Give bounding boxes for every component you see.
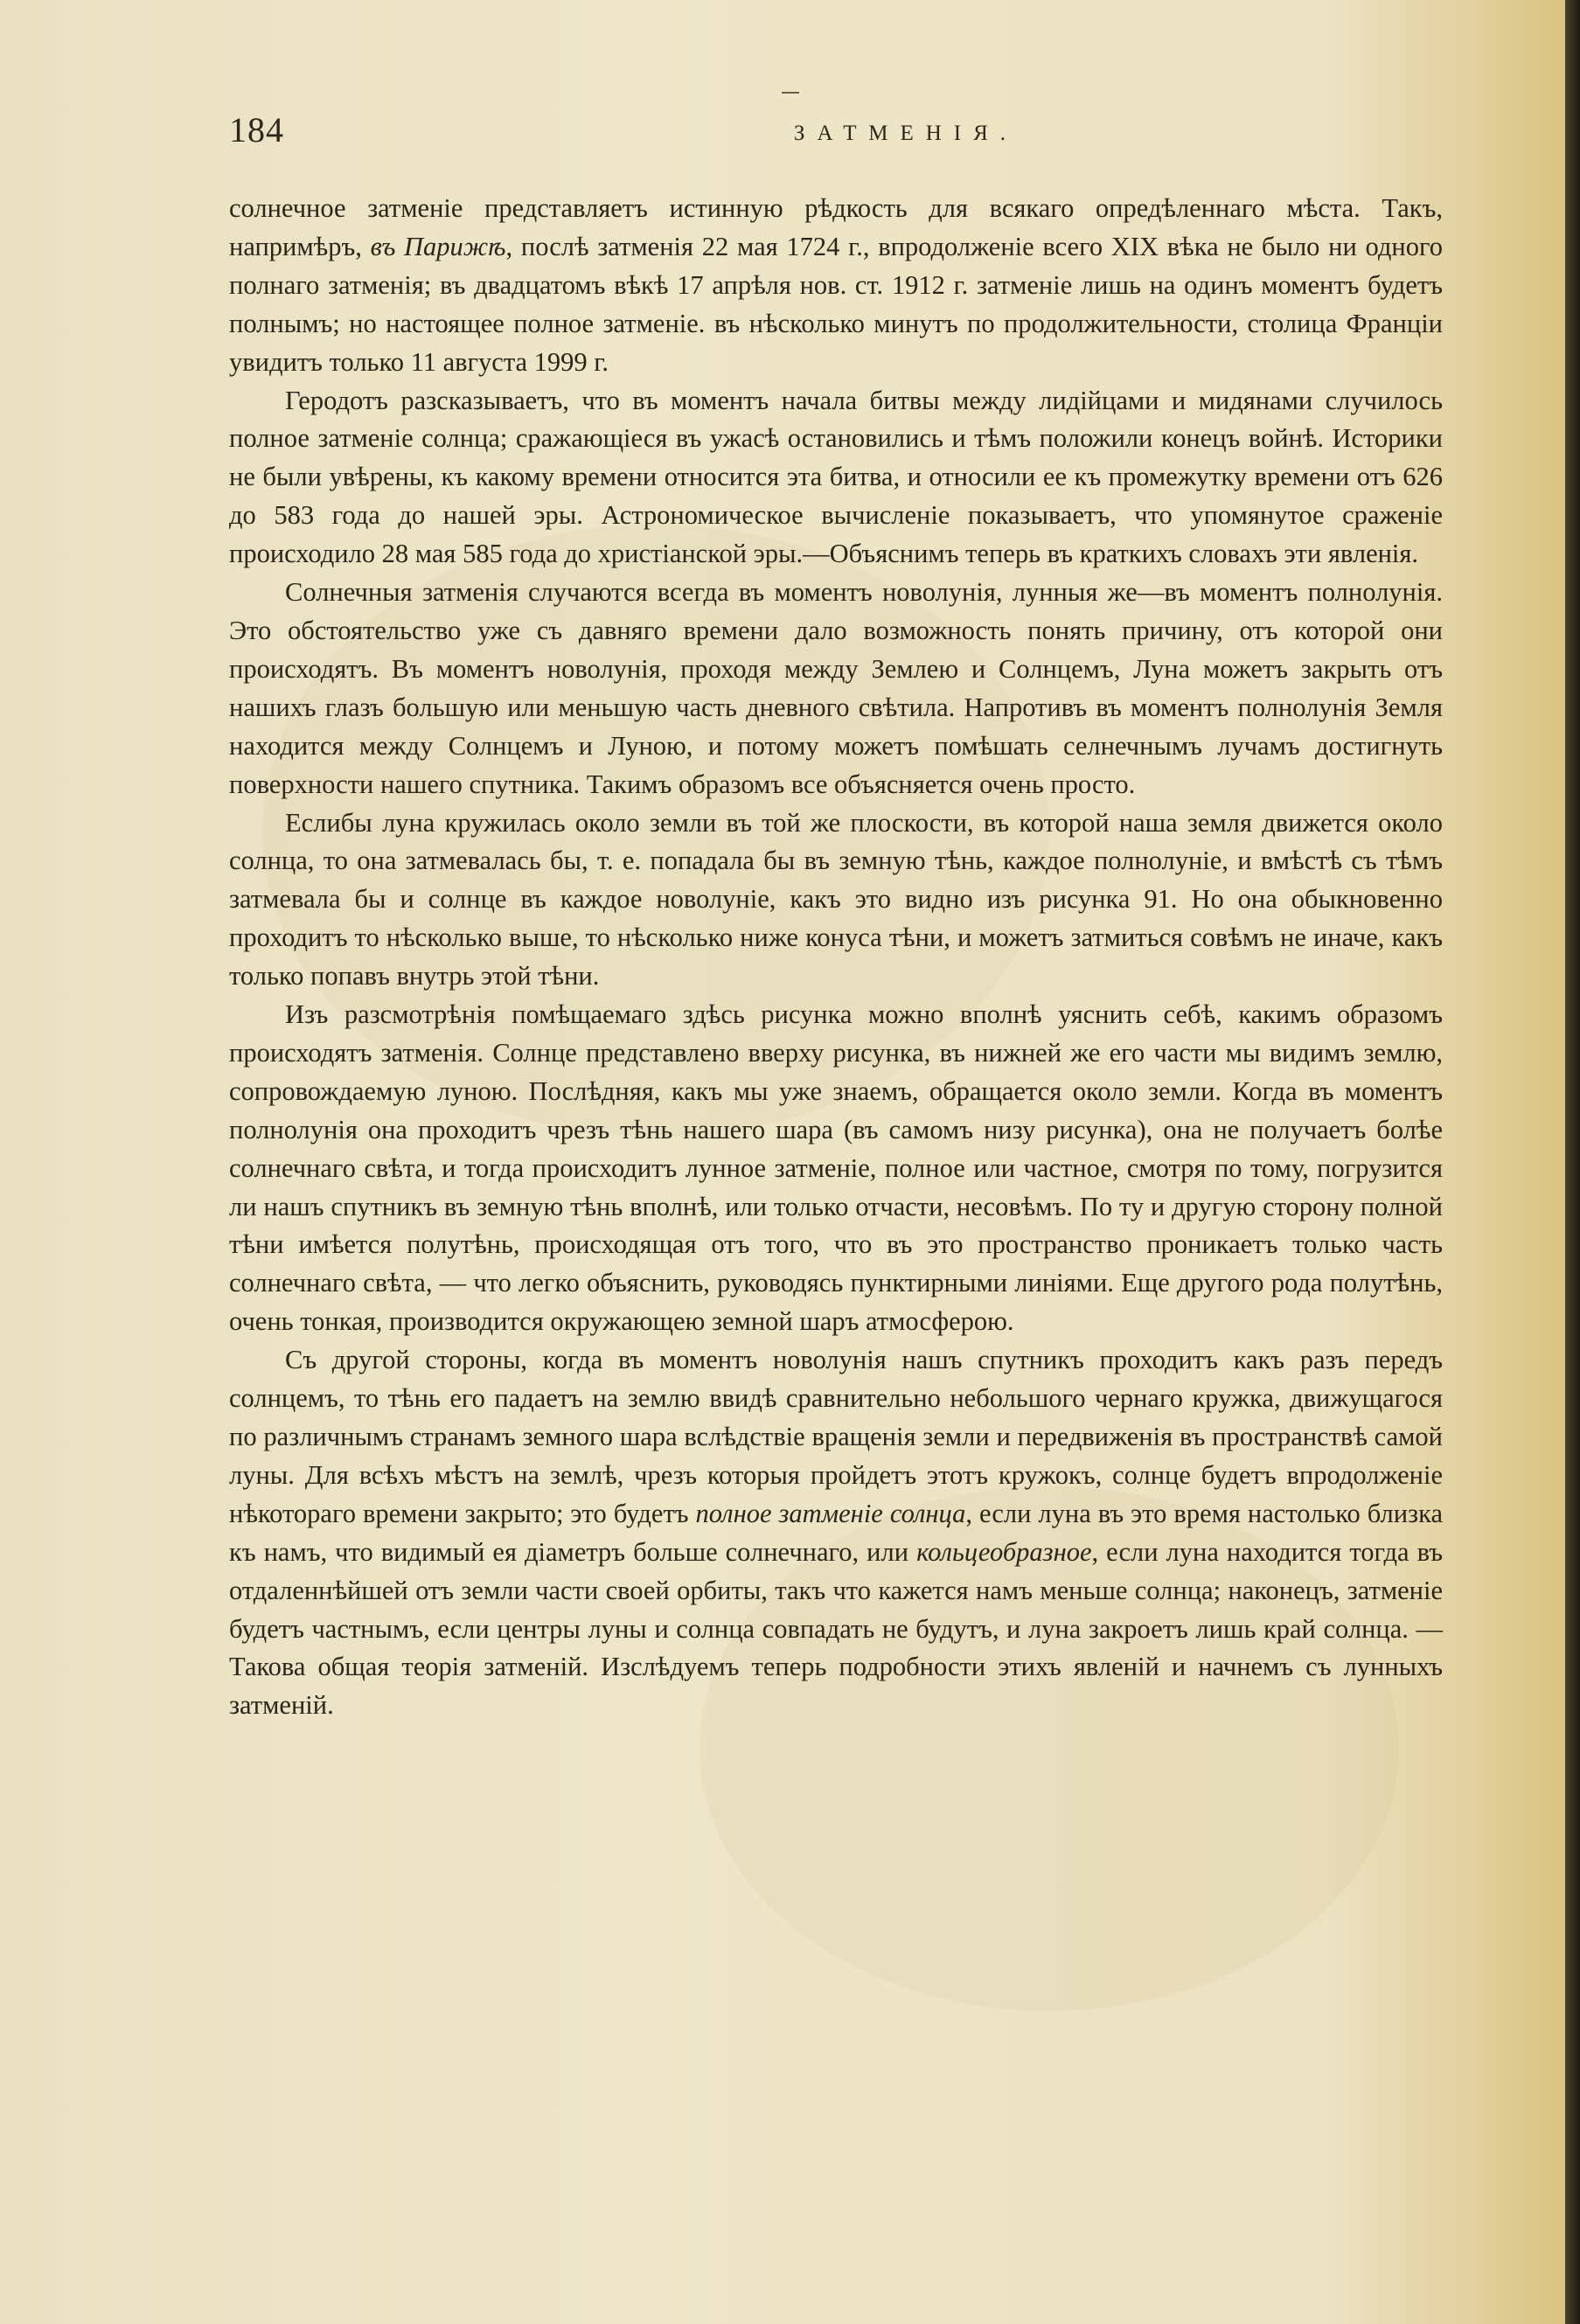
paragraph <box>229 382 1443 574</box>
paragraph <box>229 190 1443 382</box>
text-run: , послѣ затменія 22 мая 1724 г., впродолженіе всего XIX вѣка не было ни одного полнаго затменія; въ двадцатомъ вѣкѣ 17 апрѣля нов. ст. 1912 г. затменіе лишь на одинъ моментъ будетъ полнымъ; но настоящее полное затменіе. въ нѣсколько минутъ по продолжительности, столица Франціи увидитъ только 11 августа 1999 г. <box>229 231 1443 377</box>
text-run: Солнечныя затменія случаются всегда въ моментъ новолунія, лунныя же—въ моментъ полнолунія. Это обстоятельство уже съ давняго времени дало возможность понять причину, отъ которой они происходятъ. Въ моментъ новолунія, проходя между Землею и Солнцемъ, Луна можетъ закрыть отъ нашихъ глазъ большую или меньшую часть дневного свѣтила. Напротивъ въ моментъ полнолунія Земля находится между Солнцемъ и Луною, и потому можетъ помѣшать селнечнымъ лучамъ достигнуть поверхности нашего спутника. Такимъ образомъ все объясняется очень просто. <box>229 577 1443 799</box>
text-run: Съ другой стороны, когда въ моментъ новолунія нашъ спутникъ проходитъ какъ разъ передъ солнцемъ, то тѣнь его падаетъ на землю ввидѣ сравнительно небольшого чернаго кружка, движущагося по различнымъ странамъ земного шара вслѣдствіе вращенія земли и передвиженія въ пространствѣ самой луны. Для всѣхъ мѣстъ на землѣ, чрезъ которыя пройдетъ этотъ кружокъ, солнце будетъ впродолженіе нѣкотораго времени закрыто; это будетъ <box>229 1345 1443 1528</box>
italic-run: кольцеобразное <box>916 1536 1092 1567</box>
text-run: солнечное затменіе представляетъ истинную рѣдкость для всякаго опредѣленнаго мѣста. Такъ, напримѣръ, <box>229 193 1443 261</box>
paragraph <box>229 804 1443 997</box>
text-run: , если луна въ это время настолько близка къ намъ, что видимый ея діаметръ больше солнечнаго, или <box>229 1498 1443 1567</box>
text-run: Изъ разсмотрѣнія помѣщаемаго здѣсь рисунка можно вполнѣ уяснить себѣ, какимъ образомъ происходятъ затменія. Солнце представлено вверху рисунка, въ нижней же его части мы видимъ землю, сопровождаемую луною. Послѣдняя, какъ мы уже знаемъ, обращается около земли. Когда въ моментъ полнолунія она проходитъ чрезъ тѣнь нашего шара (въ самомъ низу рисунка), она не получаетъ болѣе солнечнаго свѣта, и тогда происходитъ лунное затменіе, полное или частное, смотря по тому, погрузится ли нашъ спутникъ въ земную тѣнь вполнѣ, или только отчасти, несовѣмъ. По ту и другую сторону полной тѣни имѣется полутѣнь, происходящая отъ того, что въ это пространство проникаетъ только часть солнечнаго свѣта, — что легко объяснить, руководясь пунктирными линіями. Еще другого рода полутѣнь, очень тонкая, производится окружающею земной шаръ атмосферою. <box>229 999 1443 1337</box>
text-run: , если луна находится тогда въ отдаленнѣйшей отъ земли части своей орбиты, такъ что кажется намъ меньше солнца; наконецъ, затменіе будетъ частнымъ, если центры луны и солнца совпадать не будутъ, и луна закроетъ лишь край солнца. — Такова общая теорія затменій. Изслѣдуемъ теперь подробности этихъ явленій и начнемъ съ лунныхъ затменій. <box>229 1536 1443 1721</box>
text-run: Еслибы луна кружилась около земли въ той же плоскости, въ которой наша земля движется около солнца, то она затмевалась бы, т. е. попадала бы въ земную тѣнь, каждое полнолуніе, и вмѣстѣ съ тѣмъ затмевала бы и солнце въ каждое новолуніе, какъ это видно изъ рисунка 91. Но она обыкновенно проходитъ то нѣсколько выше, то нѣсколько ниже конуса тѣни, и можетъ затмиться совѣмъ не иначе, какъ только попавъ внутрь этой тѣни. <box>229 807 1443 992</box>
running-title: ЗАТМЕНІЯ. <box>793 122 1019 145</box>
paragraph <box>229 1341 1443 1725</box>
running-head <box>229 109 1443 162</box>
italic-run: въ Парижѣ <box>370 231 506 261</box>
italic-run: полное затменіе солнца <box>695 1498 966 1528</box>
text-run: Геродотъ разсказываетъ, что въ моментъ начала битвы между лидійцами и мидянами случилось полное затменіе солнца; сражающіеся въ ужасѣ остановились и тѣмъ положили конецъ войнѣ. Историки не были увѣрены, къ какому времени относится эта битва, и относили ее къ промежутку времени отъ 626 до 583 года до нашей эры. Астрономическое вычисленіе показываетъ, что упомянутое сраженіе происходило 28 мая 585 года до христіанской эры.—Объяснимъ теперь въ краткихъ словахъ эти явленія. <box>229 385 1443 569</box>
page-number: 184 <box>229 110 284 150</box>
header-rule-mark <box>782 92 799 94</box>
paragraph <box>229 996 1443 1341</box>
page-edge-shadow <box>1565 0 1580 2324</box>
body-text <box>229 190 1443 1725</box>
paragraph <box>229 574 1443 804</box>
